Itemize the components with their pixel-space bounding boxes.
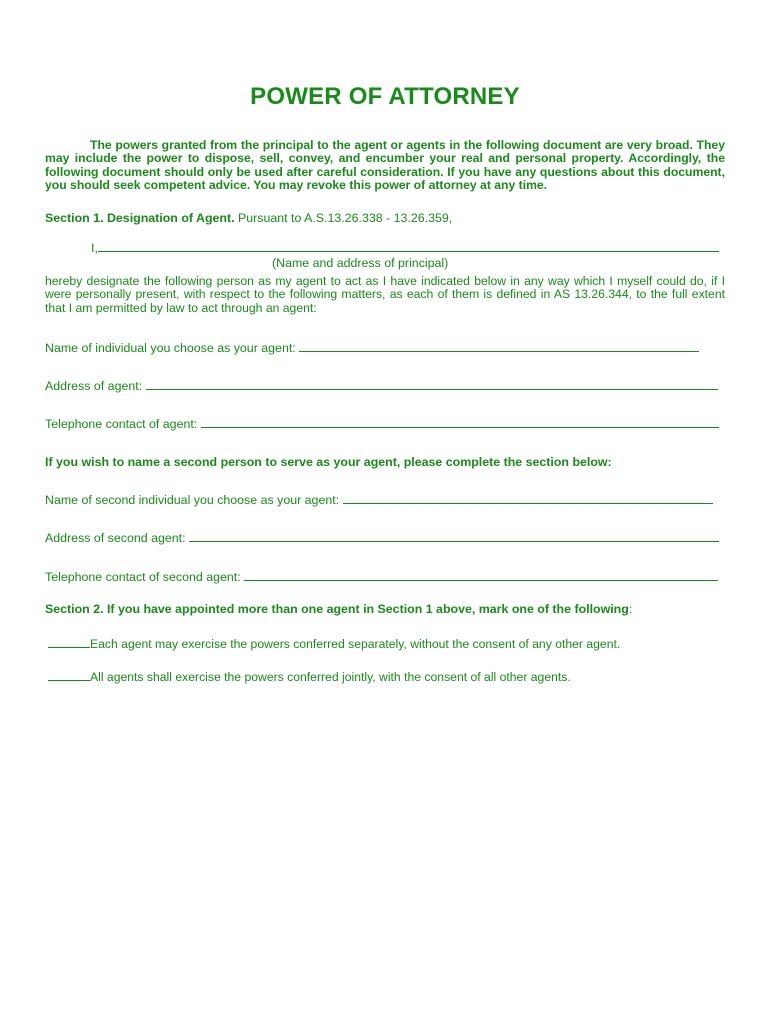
section2-colon: : xyxy=(628,602,633,616)
agent-phone-label: Telephone contact of agent: xyxy=(45,417,198,431)
agent-name-row xyxy=(45,340,699,355)
section1-statute: Pursuant to A.S.13.26.338 - 13.26.359, xyxy=(234,211,453,225)
second-address-row xyxy=(45,530,719,545)
section1-designation xyxy=(45,211,452,225)
option-jointly-checkfield[interactable] xyxy=(48,669,90,681)
principal-line xyxy=(91,240,719,255)
option-separately-text: Each agent may exercise the powers conferred separately, without the consent of any other agent. xyxy=(90,637,621,651)
section1-heading: Section 1. Designation of Agent. xyxy=(45,211,235,225)
agent-phone-field[interactable] xyxy=(201,416,719,428)
second-agent-heading: If you wish to name a second person to serve as your agent, please complete the section below: xyxy=(45,455,612,469)
option-separately xyxy=(48,636,620,651)
agent-address-row xyxy=(45,378,718,393)
principal-caption: (Name and address of principal) xyxy=(272,256,449,270)
principal-name-field[interactable] xyxy=(98,240,719,252)
principal-prefix: I, xyxy=(91,241,98,255)
option-jointly-text: All agents shall exercise the powers conferred jointly, with the consent of all other agents. xyxy=(90,670,571,684)
second-name-field[interactable] xyxy=(343,492,713,504)
second-phone-field[interactable] xyxy=(244,569,718,581)
second-address-label: Address of second agent: xyxy=(45,531,186,545)
intro-paragraph: The powers granted from the principal to the agent or agents in the following document are very broad. They may include the power to dispose, sell, convey, and encumber your real and personal property. Accordingly, the following document should only be used after careful consideration. If you have any questions about this document, you should seek competent advice. You may revoke this power of attorney at any time. xyxy=(45,138,725,192)
agent-address-label: Address of agent: xyxy=(45,379,143,393)
option-jointly xyxy=(48,669,571,684)
second-phone-row xyxy=(45,569,718,584)
option-separately-checkfield[interactable] xyxy=(48,636,90,648)
second-address-field[interactable] xyxy=(189,530,719,542)
document-title: POWER OF ATTORNEY xyxy=(250,83,520,110)
second-phone-label: Telephone contact of second agent: xyxy=(45,570,241,584)
second-name-row xyxy=(45,492,713,507)
designation-paragraph: hereby designate the following person as my agent to act as I have indicated below in any way which I myself could do, if I were personally present, with respect to the following matters, as each of them is defined in AS 13.26.344, to the full extent that I am permitted by law to act through an agent: xyxy=(45,274,725,315)
section2-heading: Section 2. If you have appointed more than one agent in Section 1 above, mark one of the following xyxy=(45,602,629,616)
agent-name-label: Name of individual you choose as your agent: xyxy=(45,341,296,355)
agent-address-field[interactable] xyxy=(146,378,718,390)
section2-heading-row xyxy=(45,602,632,616)
agent-phone-row xyxy=(45,416,719,431)
second-name-label: Name of second individual you choose as your agent: xyxy=(45,493,340,507)
agent-name-field[interactable] xyxy=(299,340,699,352)
